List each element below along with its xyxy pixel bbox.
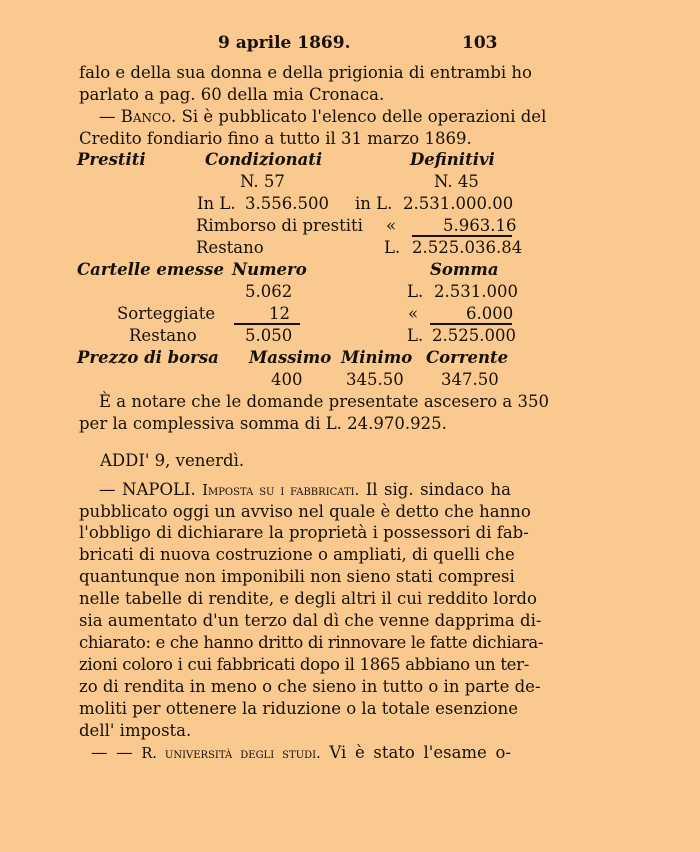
text-line: l'obbligo di dichiarare la proprietà i possessori di fab- [79, 523, 529, 542]
napoli-topic: Imposta su i fabbricati. [202, 483, 360, 499]
cell-somma: 2.531.000 [434, 282, 518, 301]
cell-restano-l: L. [407, 326, 424, 345]
cell-massimo: 400 [271, 370, 303, 389]
cell-rimborso-amount: 5.963.16 [443, 216, 517, 235]
universita-title: R. università degli studi. [141, 746, 321, 762]
banco-lead: — Banco. [99, 107, 177, 126]
text-line: moliti per ottenere la riduzione o la totale esenzione [79, 699, 519, 718]
cell-rimborso-label: Rimborso di prestiti [196, 216, 363, 235]
text-line: chiarato: e che hanno dritto di rinnovare le fatte dichiara- [79, 633, 544, 652]
text-line: parlato a pag. 60 della mia Cronaca. [79, 85, 385, 104]
cell-amount-definitivi: 2.531.000.00 [403, 194, 514, 213]
cell-restano-amount: 2.525.036.84 [412, 238, 523, 257]
universita-line: — — R. università degli studi. Vi è stato l'esame o- [91, 743, 511, 762]
text-line: falo e della sua donna e della prigionia di entrambi ho [79, 63, 532, 82]
text-line: dell' imposta. [79, 721, 192, 740]
cell-somma-l: L. [407, 282, 424, 301]
cell-n-definitivi: N. 45 [434, 172, 479, 191]
header-page-number: 103 [462, 33, 498, 53]
cell-restano-label: Restano [129, 326, 197, 345]
text-line: bricati di nuova costruzione o ampliati, di quelli che [79, 545, 515, 564]
text-line: per la complessiva somma di L. 24.970.925. [79, 414, 447, 433]
date-heading: ADDI' 9, venerdì. [100, 451, 245, 470]
col-header-corrente: Corrente [426, 348, 509, 367]
napoli-first-line: — NAPOLI. Imposta su i fabbricati. Il sig. sindaco ha [99, 480, 512, 499]
cell-in-label: In L. [197, 194, 236, 213]
napoli-city: NAPOLI. [122, 480, 196, 499]
table-label-prezzo: Prezzo di borsa [77, 348, 219, 367]
text-line: zo di rendita in meno o che sieno in tutto o in parte de- [79, 677, 541, 696]
cell-corrente: 347.50 [441, 370, 499, 389]
table-label-cartelle: Cartelle emesse [77, 260, 224, 279]
col-header-somma: Somma [430, 260, 499, 279]
cell-amount-condizionati: 3.556.500 [245, 194, 329, 213]
quote-mark: « [408, 304, 419, 323]
cell-numero: 5.062 [245, 282, 293, 301]
cell-restano-l: L. [384, 238, 401, 257]
header-date: 9 aprile 1869. [218, 33, 351, 53]
cell-restano-num: 5.050 [245, 326, 293, 345]
col-header-definitivi: Definitivi [410, 150, 495, 169]
cell-restano-label: Restano [196, 238, 264, 257]
text-line: sia aumentato d'un terzo dal dì che venne dapprima di- [79, 611, 542, 630]
cell-sorteggiate-label: Sorteggiate [117, 304, 216, 323]
col-header-numero: Numero [232, 260, 307, 279]
text-line: zioni coloro i cui fabbricati dopo il 1865 abbiano un ter- [79, 655, 529, 674]
text-line: pubblicato oggi un avviso nel quale è detto che hanno [79, 502, 531, 521]
cell-minimo: 345.50 [346, 370, 404, 389]
cell-sorteggiate-num: 12 [269, 304, 290, 323]
banco-first-line: — Banco. Si è pubblicato l'elenco delle operazioni del [99, 107, 547, 126]
cell-sorteggiate-somma: 6.000 [466, 304, 514, 323]
cell-n-condizionati: N. 57 [240, 172, 285, 191]
text-line: È a notare che le domande presentate ascesero a 350 [99, 392, 550, 411]
text-line: nelle tabelle di rendite, e degli altri il cui reddito lordo [79, 589, 537, 608]
col-header-minimo: Minimo [341, 348, 413, 367]
quote-mark: « [386, 216, 397, 235]
col-header-condizionati: Condizionati [205, 150, 323, 169]
table-label-prestiti: Prestiti [77, 150, 146, 169]
text-line: quantunque non imponibili non sieno stati compresi [79, 567, 515, 586]
cell-restano-somma: 2.525.000 [432, 326, 516, 345]
text-line: Credito fondiario fino a tutto il 31 marzo 1869. [79, 129, 472, 148]
cell-in-l-definitivi: in L. [355, 194, 393, 213]
col-header-massimo: Massimo [249, 348, 332, 367]
